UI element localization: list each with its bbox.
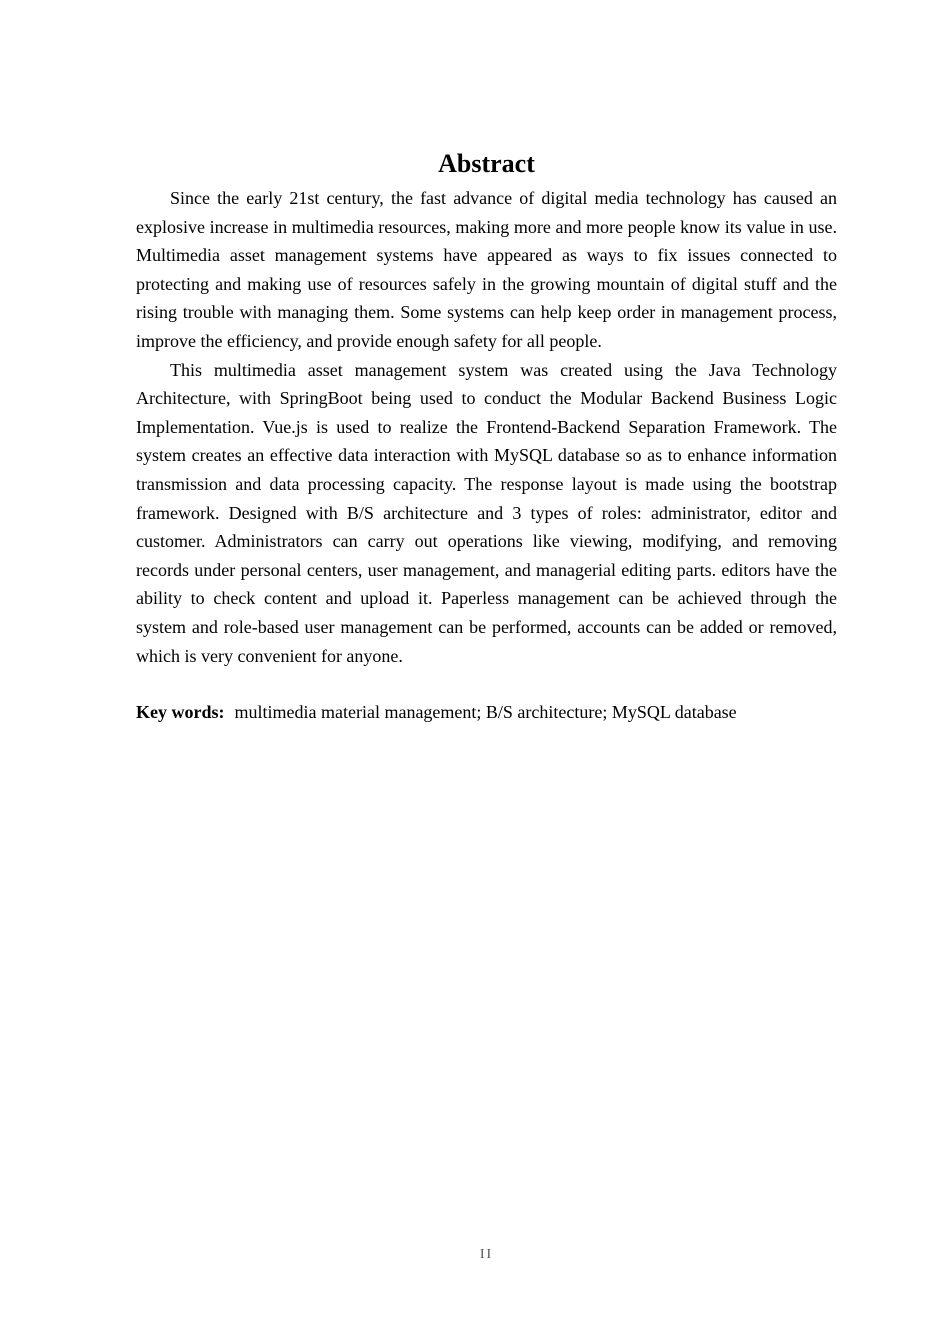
page-number: II <box>479 1247 494 1262</box>
abstract-title: Abstract <box>438 149 535 178</box>
abstract-paragraph-2: This multimedia asset management system was created using the Java Technology Architecture, with SpringBoot being used to conduct the Modular Backend Business Logic Implementation. Vue.js is used to realize the Frontend-Backend Separation Framework. The system creates an effective data interaction with MySQL database so as to enhance information transmission and data processing capacity. The response layout is made using the bootstrap framework. Designed with B/S architecture and 3 types of roles: administrator, editor and customer. Administrators can carry out operations like viewing, modifying, and removing records under personal centers, user management, and managerial editing parts. editors have the ability to check content and upload it. Paperless management can be achieved through the system and role-based user management can be performed, accounts can be added or removed, which is very convenient for anyone. <box>136 359 837 666</box>
keywords-list: multimedia material management; B/S architecture; MySQL database <box>234 702 737 722</box>
abstract-body <box>136 184 837 670</box>
keywords-line <box>136 698 837 726</box>
abstract-paragraph-1: Since the early 21st century, the fast advance of digital media technology has caused an explosive increase in multimedia resources, making more and more people know its value in use. Multimedia asset management systems have appeared as ways to fix issues connected to protecting and making use of resources safely in the growing mountain of digital stuff and the rising trouble with managing them. Some systems can help keep order in management process, improve the efficiency, and provide enough safety for all people. <box>136 188 837 351</box>
keywords-label: Key words: <box>136 702 225 722</box>
